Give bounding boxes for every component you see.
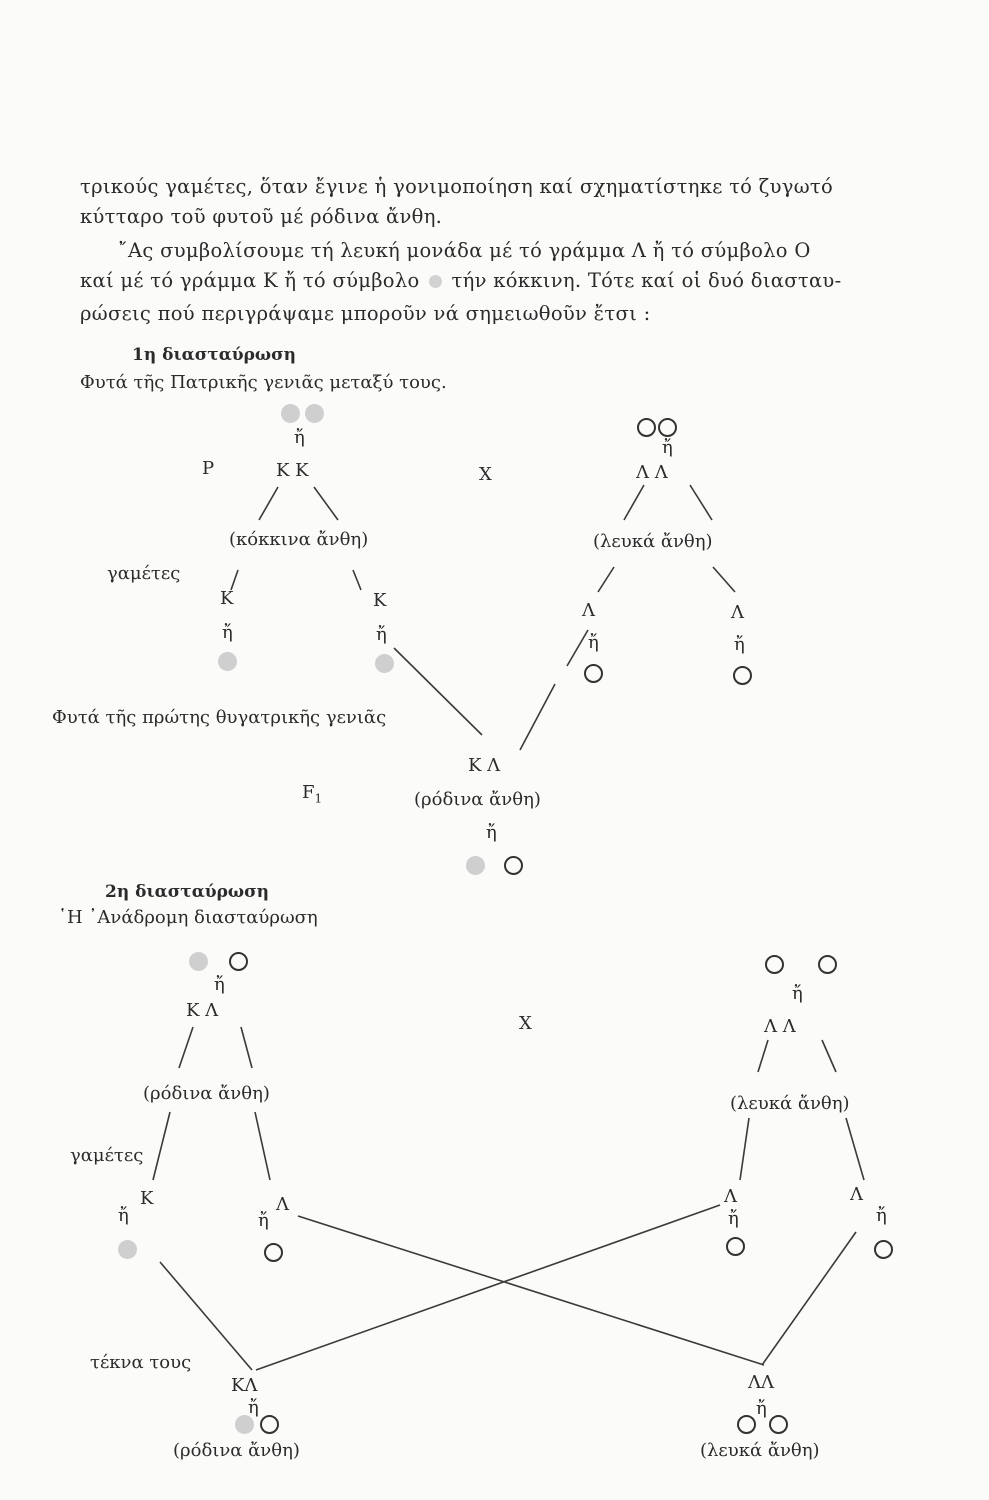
or-label: ἤ [876, 1205, 887, 1226]
or-label: ἤ [588, 632, 599, 653]
line-p-right-5 [567, 630, 588, 666]
red-dot-icon [118, 1240, 137, 1259]
or-label: ἤ [486, 822, 497, 843]
parent-kk: Κ Κ [276, 460, 309, 481]
gamete-k: Κ [373, 590, 387, 611]
white-flowers-label: (λευκά ἄνθη) [593, 531, 713, 552]
gamete-l: Λ [724, 1186, 737, 1207]
cross1-subheading: Φυτά τῆς Πατρικῆς γενιᾶς μεταξύ τους. [80, 372, 447, 393]
paragraph-line-1: τρικούς γαμέτες, ὅταν ἔγινε ἡ γονιμοποίηση καί σχηματίστηκε τό ζυγωτό [80, 175, 834, 198]
or-label: ἤ [118, 1205, 129, 1226]
line-c2-right-2 [822, 1040, 836, 1072]
or-label: ἤ [294, 427, 305, 448]
f1-letter: F [302, 782, 315, 803]
pink-child-label: (ρόδινα ἄνθη) [173, 1440, 300, 1461]
gametes-label: γαμέτες [70, 1145, 144, 1166]
parent-ll: Λ Λ [636, 462, 668, 483]
child-kl: ΚΛ [231, 1375, 258, 1396]
f1-description: Φυτά τῆς πρώτης θυγατρικῆς γενιᾶς [52, 707, 387, 728]
parent-ll: Λ Λ [764, 1016, 796, 1037]
red-dot-icon [235, 1415, 254, 1434]
white-circle-icon [726, 1237, 745, 1256]
white-circle-icon [769, 1415, 788, 1434]
p-generation-label: Ρ [202, 458, 215, 479]
line-l-to-ll [298, 1216, 764, 1365]
red-dot-icon [375, 654, 394, 673]
line-c2-right-1 [758, 1040, 768, 1072]
line-c2-right-3 [740, 1118, 749, 1180]
white-circle-icon [504, 856, 523, 875]
cross2-heading: 2η διασταύρωση [105, 882, 269, 902]
gamete-l: Λ [276, 1194, 289, 1215]
gamete-k: Κ [220, 588, 234, 609]
line-c2-left-2 [241, 1027, 252, 1068]
paragraph-line-4b: τήν κόκκινη. Τότε καί οἱ δυό διασταυ- [451, 269, 842, 292]
white-circle-icon [584, 664, 603, 683]
white-circle-icon [765, 955, 784, 974]
line-c2-right-4 [846, 1118, 864, 1180]
gamete-l: Λ [582, 600, 595, 621]
or-label: ἤ [214, 974, 225, 995]
f1-label [302, 782, 322, 806]
red-dot-icon [218, 652, 237, 671]
or-label: ἤ [376, 624, 387, 645]
white-circle-icon [260, 1415, 279, 1434]
line-l-to-kl [256, 1205, 720, 1370]
gamete-l: Λ [731, 602, 744, 623]
paragraph-line-5: ρώσεις πού περιγράψαμε μποροῦν νά σημειωθοῦν ἔτσι : [80, 302, 651, 325]
gametes-label: γαμέτες [107, 563, 181, 584]
red-dot-icon [466, 856, 485, 875]
paragraph-line-4a: καί μέ τό γράμμα Κ ἤ τό σύμβολο [80, 269, 420, 292]
or-label: ἤ [222, 622, 233, 643]
line-gamete-l-f1 [520, 684, 555, 750]
white-circle-icon [737, 1415, 756, 1434]
children-label: τέκνα τους [90, 1352, 192, 1373]
or-label: ἤ [258, 1210, 269, 1231]
cross2-subheading: ῾Η ᾿Ανάδρομη διασταύρωση [58, 907, 318, 928]
line-p-right-1 [624, 485, 644, 520]
cross1-heading: 1η διασταύρωση [132, 345, 296, 365]
line-p-right-3 [598, 567, 614, 592]
pink-flowers-label: (ρόδινα ἄνθη) [143, 1083, 270, 1104]
line-p-left-2 [314, 487, 338, 520]
white-circle-icon [229, 952, 248, 971]
white-child-label: (λευκά ἄνθη) [700, 1440, 820, 1461]
line-p-left-3 [231, 570, 238, 590]
pink-flowers-label: (ρόδινα ἄνθη) [414, 789, 541, 810]
line-p-left-4 [353, 570, 361, 590]
cross-symbol: Χ [519, 1013, 532, 1034]
white-circle-icon [818, 955, 837, 974]
white-circle-icon [264, 1243, 283, 1262]
white-circle-icon [658, 418, 677, 437]
gamete-l: Λ [850, 1184, 863, 1205]
white-circle-icon [874, 1240, 893, 1259]
red-dot-icon [189, 952, 208, 971]
line-c2-left-1 [179, 1027, 193, 1068]
or-label: ἤ [756, 1398, 767, 1419]
white-circle-icon [637, 418, 656, 437]
line-l2-to-ll [762, 1232, 856, 1365]
f1-genotype-kl: Κ Λ [468, 755, 501, 776]
line-p-right-4 [713, 567, 735, 592]
paragraph-line-3: ῎Ας συμβολίσουμε τή λευκή μονάδα μέ τό γράμμα Λ ἤ τό σύμβολο Ο [118, 239, 811, 262]
cross-symbol: Χ [479, 464, 492, 485]
or-label: ἤ [734, 634, 745, 655]
line-p-right-2 [690, 485, 712, 520]
or-label: ἤ [662, 437, 673, 458]
f1-subscript: 1 [314, 791, 323, 806]
red-dot-icon [281, 404, 300, 423]
child-ll: ΛΛ [748, 1372, 774, 1393]
white-flowers-label: (λευκά ἄνθη) [730, 1093, 850, 1114]
red-flowers-label: (κόκκινα ἄνθη) [229, 529, 369, 550]
paragraph-line-2: κύτταρο τοῦ φυτοῦ μέ ρόδινα ἄνθη. [80, 205, 443, 228]
parent-kl: Κ Λ [186, 1000, 219, 1021]
or-label: ἤ [792, 983, 803, 1004]
gamete-k: Κ [140, 1188, 154, 1209]
line-c2-left-4 [255, 1112, 270, 1180]
or-label: ἤ [248, 1397, 259, 1418]
red-dot-icon [305, 404, 324, 423]
white-circle-icon [733, 666, 752, 685]
or-label: ἤ [728, 1208, 739, 1229]
line-c2-left-3 [153, 1112, 170, 1180]
line-p-left-1 [259, 487, 278, 520]
line-gamete-k-f1 [394, 648, 482, 735]
